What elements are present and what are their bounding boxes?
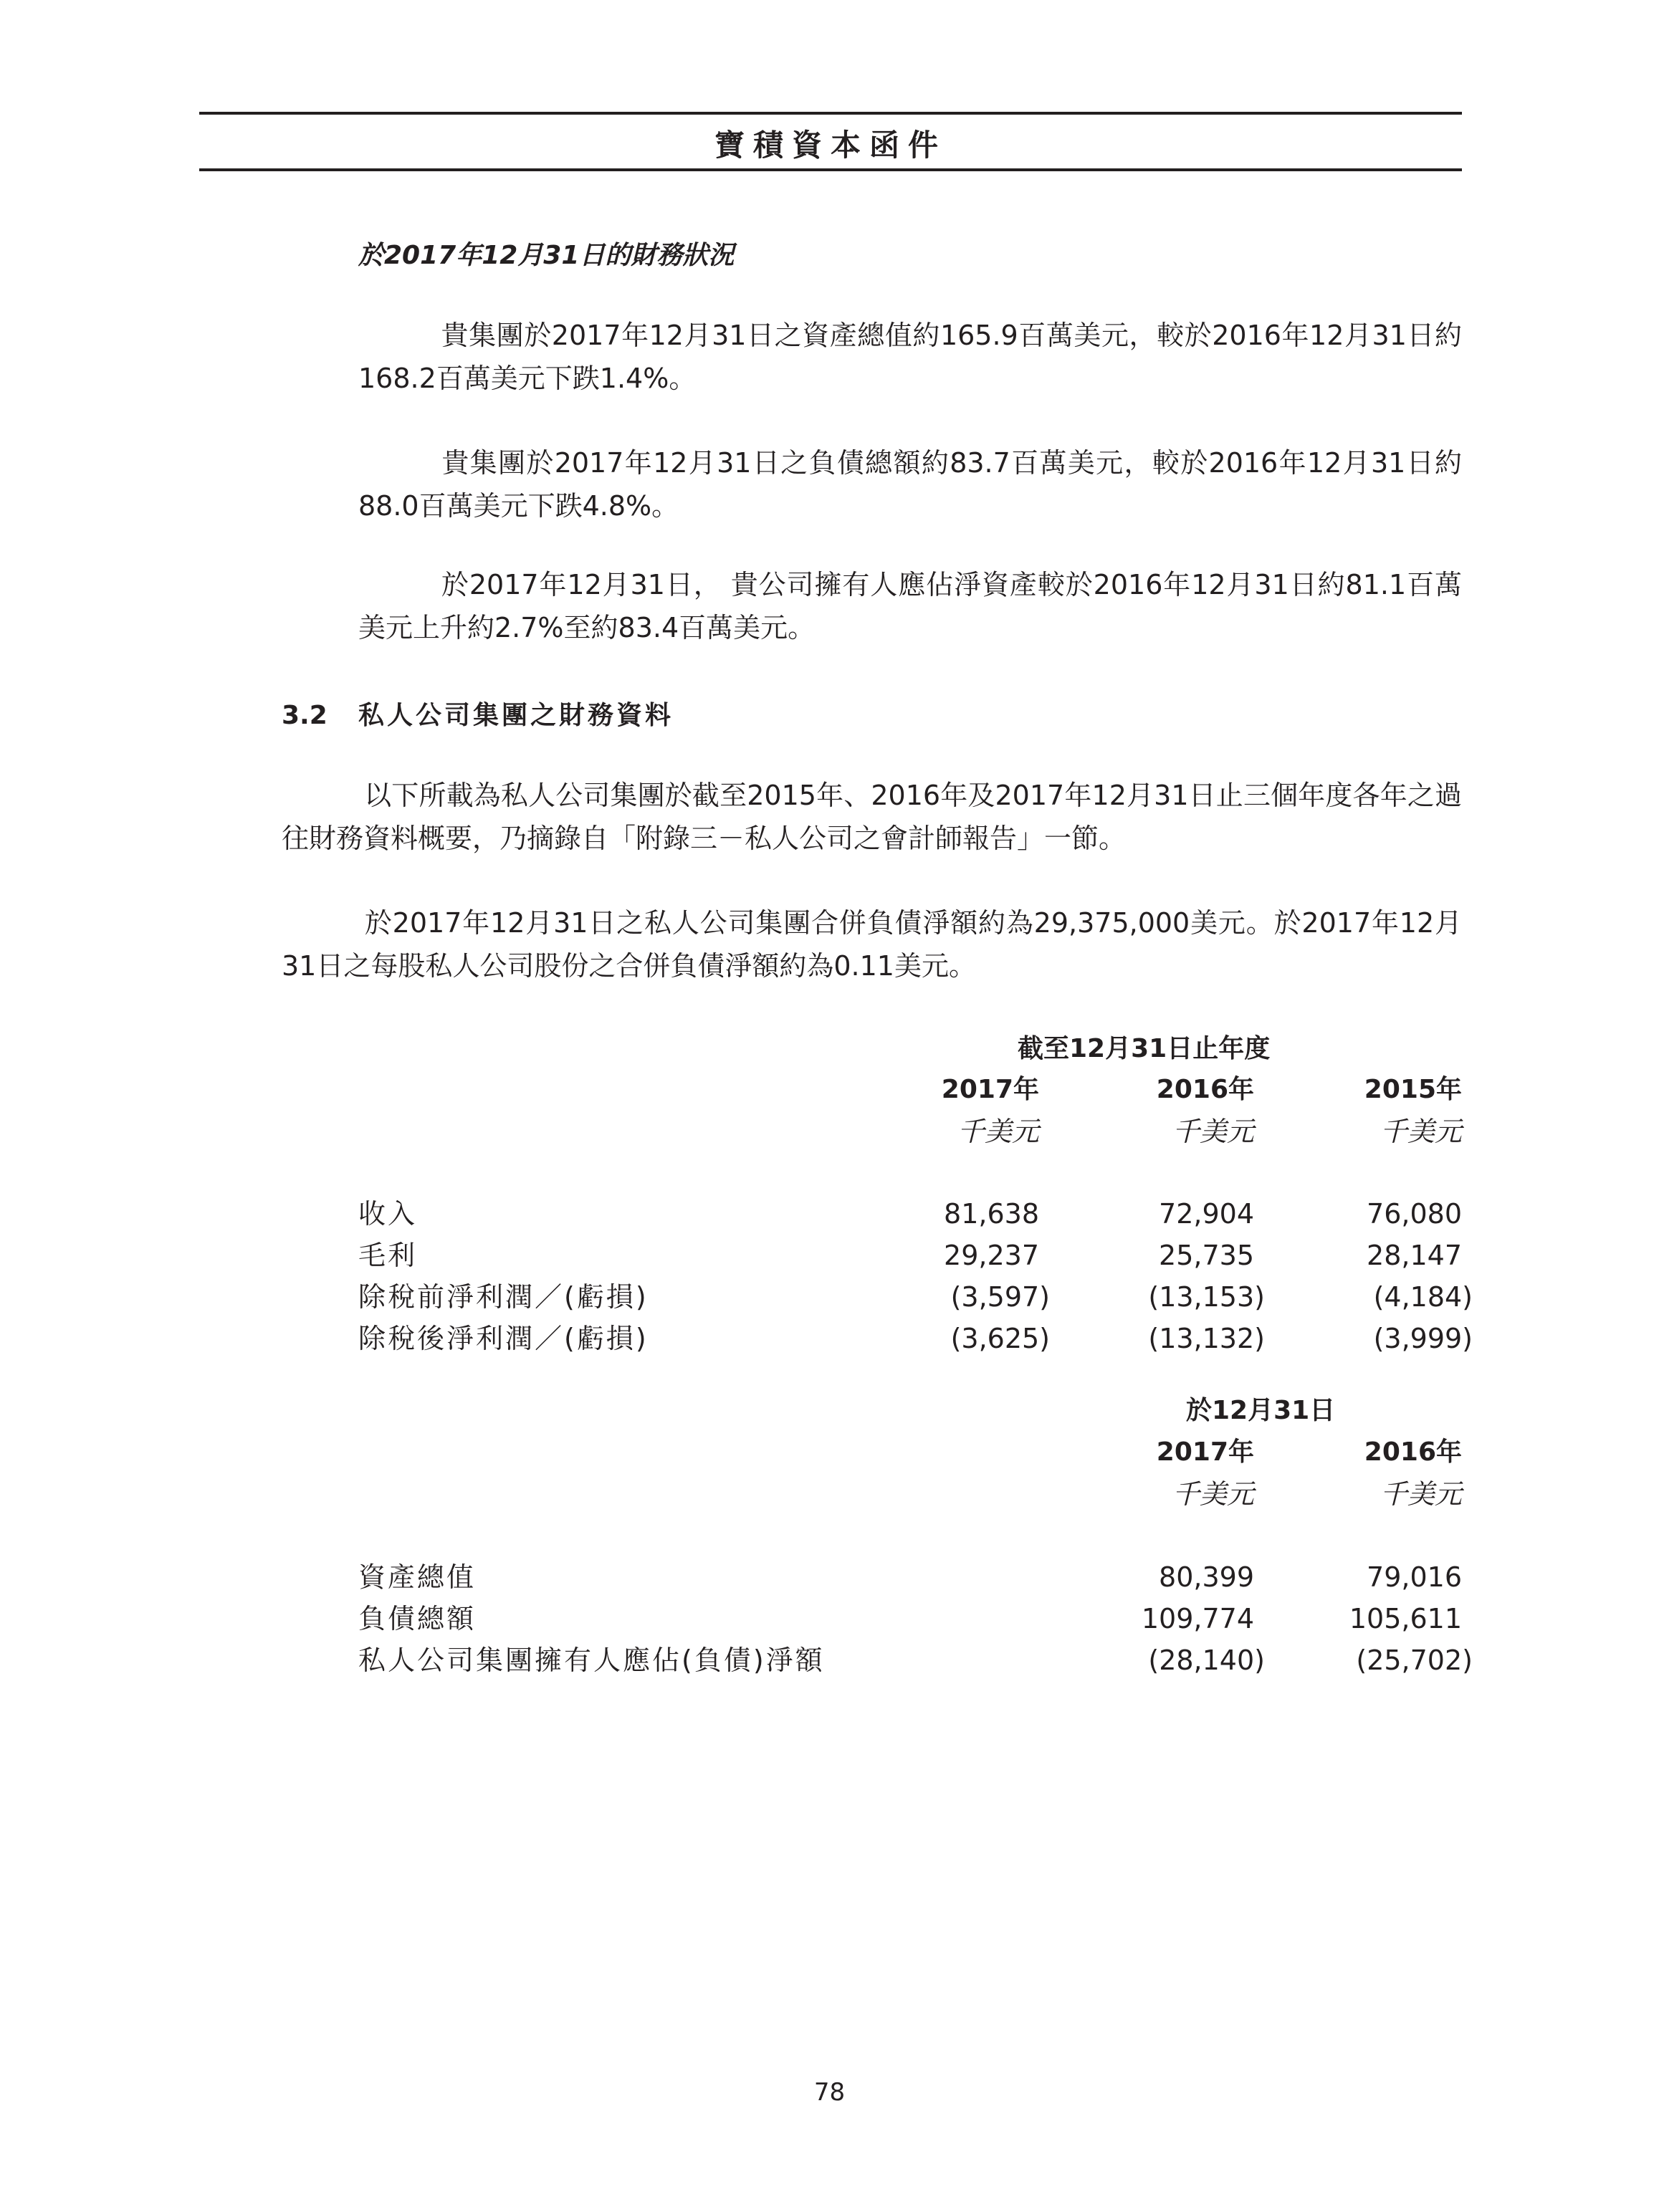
table1-cell: 81,638 — [944, 1198, 1039, 1230]
table2-cell: 109,774 — [1141, 1603, 1254, 1634]
table1-cell: (13,153) — [1148, 1281, 1265, 1313]
paragraph-total-liabilities: 貴集團於2017年12月31日之負債總額約83.7百萬美元，較於2016年12月31日約88.0百萬美元下跌4.8%。 — [358, 447, 1462, 522]
section-title: 私人公司集團之財務資料 — [358, 701, 674, 730]
table2-row-label: 私人公司集團擁有人應佔(負債)淨額 — [358, 1644, 825, 1676]
table2-cell: 79,016 — [1367, 1561, 1462, 1593]
table2-unit-2017: 千美元 — [1172, 1478, 1254, 1510]
table2-cell: (25,702) — [1356, 1644, 1473, 1676]
table2-cell: 105,611 — [1349, 1603, 1462, 1634]
table1-cell: 72,904 — [1159, 1198, 1254, 1230]
header-bottom-rule — [199, 168, 1462, 171]
table2-cell: 80,399 — [1159, 1561, 1254, 1593]
table1-cell: (3,597) — [950, 1281, 1050, 1313]
table1-year-2016: 2016年 — [1156, 1075, 1254, 1104]
table2-cell: (28,140) — [1148, 1644, 1265, 1676]
table1-cell: (4,184) — [1373, 1281, 1473, 1313]
section-number: 3.2 — [282, 701, 328, 730]
paragraph-net-liabilities: 於2017年12月31日之私人公司集團合併負債淨額約為29,375,000美元。於2017年12月31日之每股私人公司股份之合併負債淨額約為0.11美元。 — [282, 907, 1462, 982]
table2-row-label: 資產總值 — [358, 1561, 477, 1593]
financial-position-subheading: 於2017年12月31日的財務狀況 — [358, 241, 735, 270]
table1-cell: 29,237 — [944, 1240, 1039, 1271]
table2-year-2016: 2016年 — [1364, 1437, 1462, 1467]
table1-row-label: 除稅前淨利潤／(虧損) — [358, 1281, 649, 1313]
page-header-title: 寶積資本函件 — [714, 128, 947, 163]
table1-unit-2016: 千美元 — [1172, 1116, 1254, 1147]
table1-cell: (13,132) — [1148, 1323, 1265, 1354]
page-number: 78 — [813, 2078, 846, 2107]
table1-row-label: 除稅後淨利潤／(虧損) — [358, 1323, 649, 1354]
table1-cell: (3,999) — [1373, 1323, 1473, 1354]
paragraph-financial-summary: 以下所載為私人公司集團於截至2015年、2016年及2017年12月31日止三個年度各年之過往財務資料概要，乃摘錄自「附錄三－私人公司之會計師報告」一節。 — [282, 780, 1462, 854]
header-top-rule — [199, 112, 1462, 115]
table1-year-2015: 2015年 — [1364, 1075, 1462, 1104]
table1-cell: (3,625) — [950, 1323, 1050, 1354]
table2-unit-2016: 千美元 — [1380, 1478, 1462, 1510]
table1-unit-2015: 千美元 — [1380, 1116, 1462, 1147]
table1-period-header: 截至12月31日止年度 — [1018, 1034, 1271, 1063]
table1-cell: 25,735 — [1159, 1240, 1254, 1271]
paragraph-net-assets: 於2017年12月31日， 貴公司擁有人應佔淨資產較於2016年12月31日約81.1百萬美元上升約2.7%至約83.4百萬美元。 — [358, 569, 1462, 643]
table1-cell: 28,147 — [1367, 1240, 1462, 1271]
paragraph-total-assets: 貴集團於2017年12月31日之資產總值約165.9百萬美元，較於2016年12月31日約168.2百萬美元下跌1.4%。 — [358, 320, 1462, 394]
table1-year-2017: 2017年 — [941, 1075, 1039, 1104]
table1-row-label: 收入 — [358, 1198, 418, 1230]
table2-year-2017: 2017年 — [1156, 1437, 1254, 1467]
table2-period-header: 於12月31日 — [1186, 1396, 1336, 1425]
table2-row-label: 負債總額 — [358, 1603, 477, 1634]
table1-row-label: 毛利 — [358, 1240, 418, 1271]
table1-unit-2017: 千美元 — [957, 1116, 1039, 1147]
table1-cell: 76,080 — [1367, 1198, 1462, 1230]
